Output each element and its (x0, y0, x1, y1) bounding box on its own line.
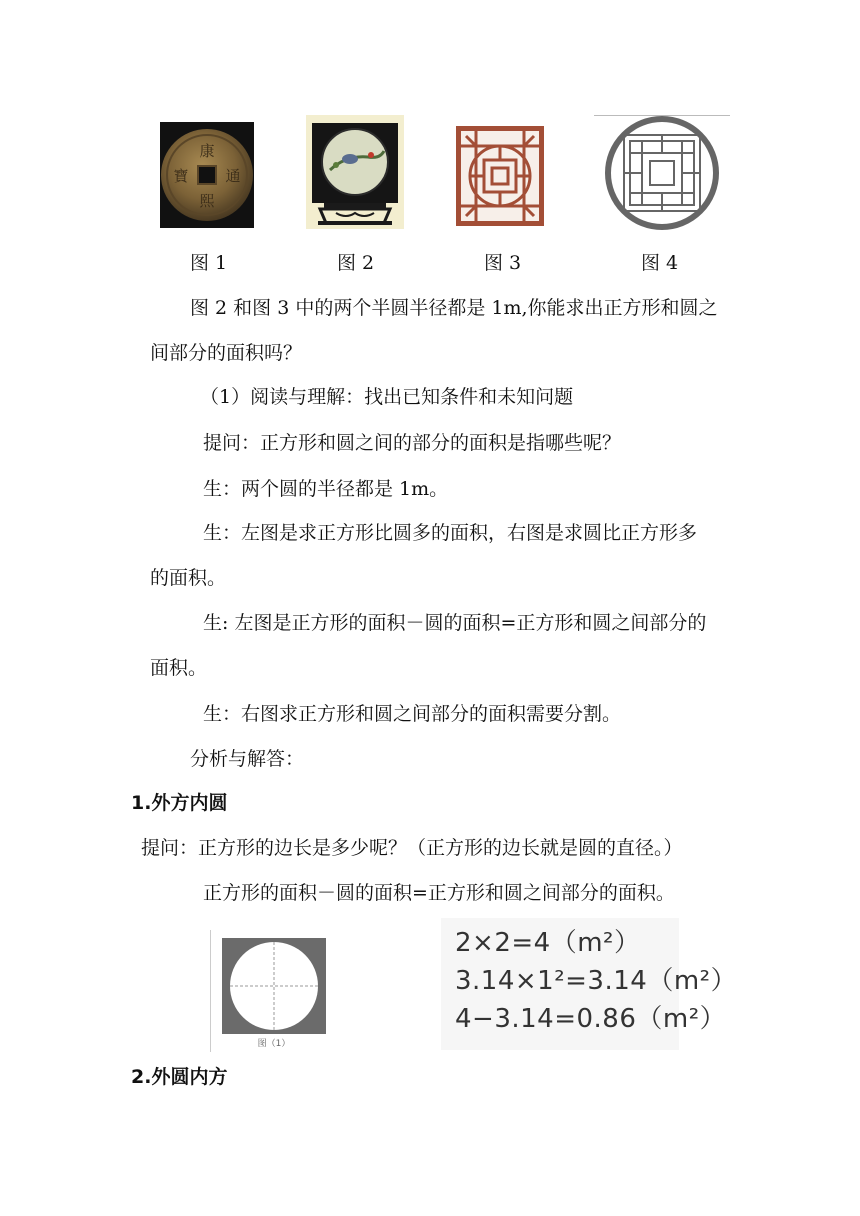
paragraph-student-2-line-1: 生：左图是求正方形比圆多的面积，右图是求圆比正方形多 (203, 522, 698, 544)
paragraph-1-line-2: 间部分的面积吗？ (150, 342, 303, 364)
formula-line-1: 2×2=4（m²） (455, 928, 641, 958)
formula-line-3: 4−3.14=0.86（m²） (455, 1004, 727, 1034)
figure-3-lattice-window (456, 126, 544, 226)
paragraph-question: 提问：正方形和圆之间的部分的面积是指哪些呢？ (203, 432, 622, 454)
coin-char-right: 通 (225, 167, 241, 185)
coin-char-bottom: 熙 (199, 192, 215, 210)
formula-box (441, 918, 738, 1050)
paragraph-reading: （1）阅读与理解：找出已知条件和未知问题 (200, 386, 574, 408)
coin-char-left: 寶 (173, 167, 189, 185)
square-circle-diagram (210, 930, 328, 1052)
figure-2-screen (306, 115, 404, 229)
formula-line-2: 3.14×1²=3.14（m²） (455, 966, 738, 996)
heading-outer-circle: 2.外圆内方 (131, 1066, 228, 1088)
paragraph-student-1: 生：两个圆的半径都是 1m。 (203, 478, 449, 500)
paragraph-area-formula: 正方形的面积－圆的面积=正方形和圆之间部分的面积。 (203, 882, 675, 904)
figure-3-caption: 图 3 (484, 252, 522, 274)
paragraph-1-line-1: 图 2 和图 3 中的两个半圆半径都是 1m,你能求出正方形和圆之 (190, 297, 718, 319)
paragraph-side-length-question: 提问：正方形的边长是多少呢？（正方形的边长就是圆的直径。） (141, 837, 683, 859)
figure-4-circle-lattice (594, 115, 730, 231)
paragraph-student-4: 生：右图求正方形和圆之间部分的面积需要分割。 (203, 703, 622, 725)
paragraph-student-2-line-2: 的面积。 (150, 567, 227, 589)
figure-2-caption: 图 2 (337, 252, 375, 274)
diagram-caption: 图（1） (257, 1039, 291, 1049)
figure-4-caption: 图 4 (641, 252, 679, 274)
heading-outer-square: 1.外方内圆 (131, 792, 228, 814)
figure-1-coin (160, 122, 254, 228)
paragraph-student-3-line-1: 生: 左图是正方形的面积－圆的面积=正方形和圆之间部分的 (203, 612, 707, 634)
paragraph-analysis: 分析与解答： (190, 748, 305, 770)
coin-char-top: 康 (199, 142, 215, 160)
figure-1-caption: 图 1 (190, 252, 228, 274)
paragraph-student-3-line-2: 面积。 (150, 657, 208, 679)
